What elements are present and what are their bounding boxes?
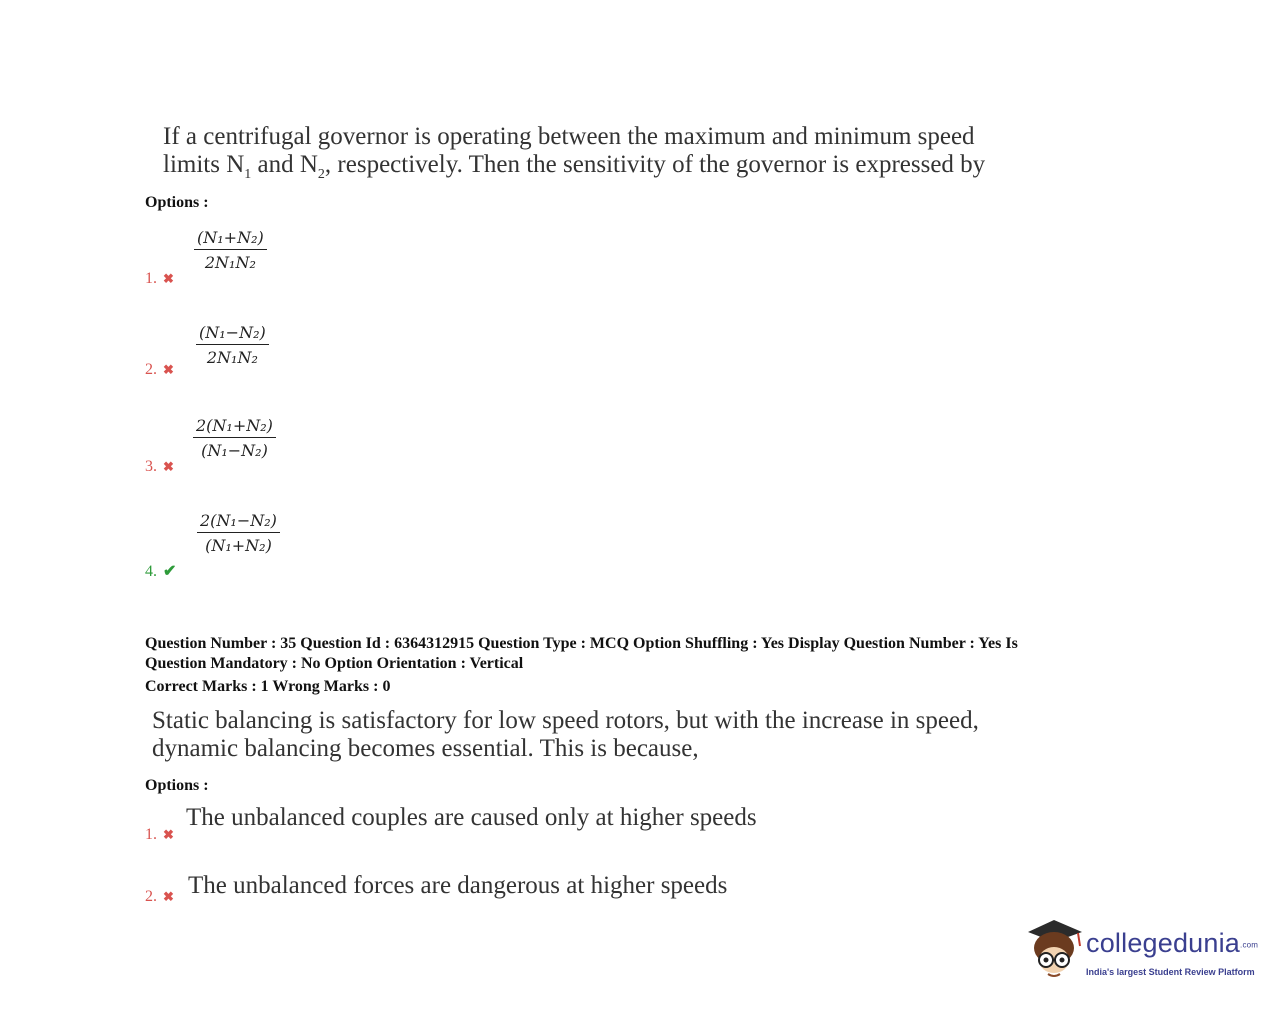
question-35-marks: Correct Marks : 1 Wrong Marks : 0 bbox=[145, 678, 391, 695]
option-2-marker: 2. ✖ bbox=[145, 361, 174, 378]
option-1-fraction: $\frac{\text{(N₁+N₂)}}{\text{2N₁N₂}}$ bbox=[194, 228, 267, 272]
question-34-text bbox=[163, 123, 1063, 189]
question-34-line-1: If a centrifugal governor is operating between the maximum and minimum speed bbox=[163, 123, 975, 150]
correct-check-icon: ✔ bbox=[163, 563, 177, 580]
option-1-marker: 1. ✖ bbox=[145, 270, 174, 287]
question-35-line-2: dynamic balancing becomes essential. This is because, bbox=[152, 735, 699, 762]
question-35-metadata: Question Number : 35 Question Id : 6364312915 Question Type : MCQ Option Shuffling : Yes Display Question Number : Yes Is Question Mandatory : No Option Orientation : Vertical bbox=[145, 635, 1018, 672]
option-4-marker: 4. ✔ bbox=[145, 563, 177, 580]
logo-wordmark: collegedunia.com bbox=[1086, 928, 1259, 958]
question-35-line-1: Static balancing is satisfactory for low speed rotors, but with the increase in speed, bbox=[152, 707, 979, 734]
option-3-marker: 3. ✖ bbox=[145, 458, 174, 475]
q35-option-2-marker: 2. ✖ bbox=[145, 888, 174, 905]
q35-option-1-marker: 1. ✖ bbox=[145, 826, 174, 843]
wrong-icon: ✖ bbox=[163, 362, 174, 377]
mascot-icon bbox=[1024, 918, 1086, 986]
wrong-icon: ✖ bbox=[163, 271, 174, 286]
options-label-q34: Options : bbox=[145, 194, 209, 211]
option-2-fraction: $\frac{\text{(N₁−N₂)}}{\text{2N₁N₂}}$ bbox=[196, 323, 269, 367]
question-34-line-2: limits $N_1$ and $N_2$, respectively. Then the sensitivity of the governor is expressed by bbox=[163, 151, 986, 182]
option-4-fraction: $\frac{\text{2(N₁−N₂)}}{\text{(N₁+N₂)}}$ bbox=[197, 511, 280, 555]
options-label-q35: Options : bbox=[145, 777, 209, 794]
option-3-fraction: $\frac{\text{2(N₁+N₂)}}{\text{(N₁−N₂)}}$ bbox=[193, 416, 276, 460]
wrong-icon: ✖ bbox=[163, 827, 174, 842]
wrong-icon: ✖ bbox=[163, 459, 174, 474]
wrong-icon: ✖ bbox=[163, 889, 174, 904]
question-35-text bbox=[152, 707, 1052, 763]
collegedunia-logo[interactable] bbox=[1024, 918, 1264, 988]
q35-option-2-text: The unbalanced forces are dangerous at higher speeds bbox=[188, 872, 728, 899]
q35-option-1-text: The unbalanced couples are caused only at higher speeds bbox=[186, 804, 757, 831]
logo-tagline: India's largest Student Review Platform bbox=[1086, 967, 1255, 977]
